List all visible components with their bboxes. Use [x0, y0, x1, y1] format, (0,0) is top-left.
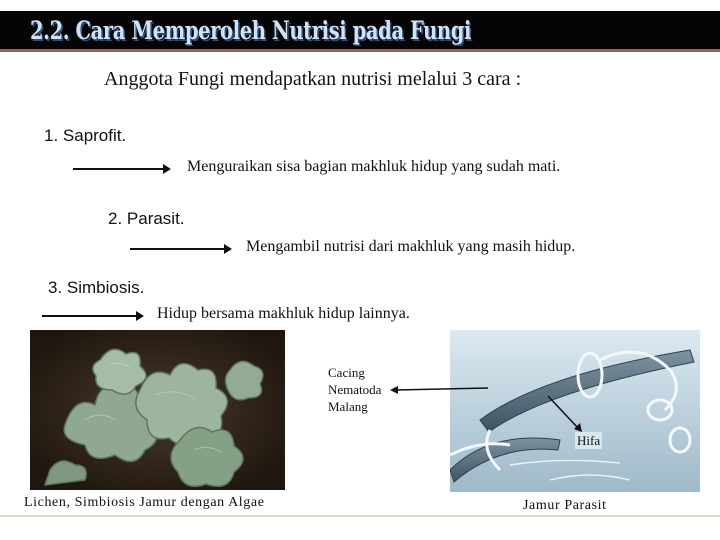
worm-pointer — [396, 388, 488, 390]
intro-text: Anggota Fungi mendapatkan nutrisi melalui 3 cara : — [104, 68, 522, 90]
label-worm-line-3: Malang — [328, 399, 368, 414]
item-1-label: 1. Saprofit. — [44, 126, 127, 145]
item-2-label: 2. Parasit. — [108, 209, 185, 228]
item-3-label: 3. Simbiosis. — [48, 278, 145, 297]
worm-pointer-head — [390, 386, 398, 394]
parasite-caption: Jamur Parasit — [523, 498, 607, 513]
item-3-description: Hidup bersama makhluk hidup lainnya. — [157, 305, 410, 322]
label-worm-line-2: Nematoda — [328, 382, 382, 397]
label-hypha: Hifa — [577, 433, 601, 448]
lichen-caption: Lichen, Simbiosis Jamur dengan Algae — [24, 495, 265, 510]
label-worm-line-1: Cacing — [328, 365, 365, 380]
hypha-pointer — [548, 396, 578, 428]
slide-title: 2.2. Cara Memperoleh Nutrisi pada Fungi — [30, 16, 471, 45]
footer-rule — [0, 515, 720, 517]
item-2-description: Mengambil nutrisi dari makhluk yang masih hidup. — [246, 238, 576, 255]
item-1-description: Menguraikan sisa bagian makhluk hidup yang sudah mati. — [187, 158, 561, 175]
